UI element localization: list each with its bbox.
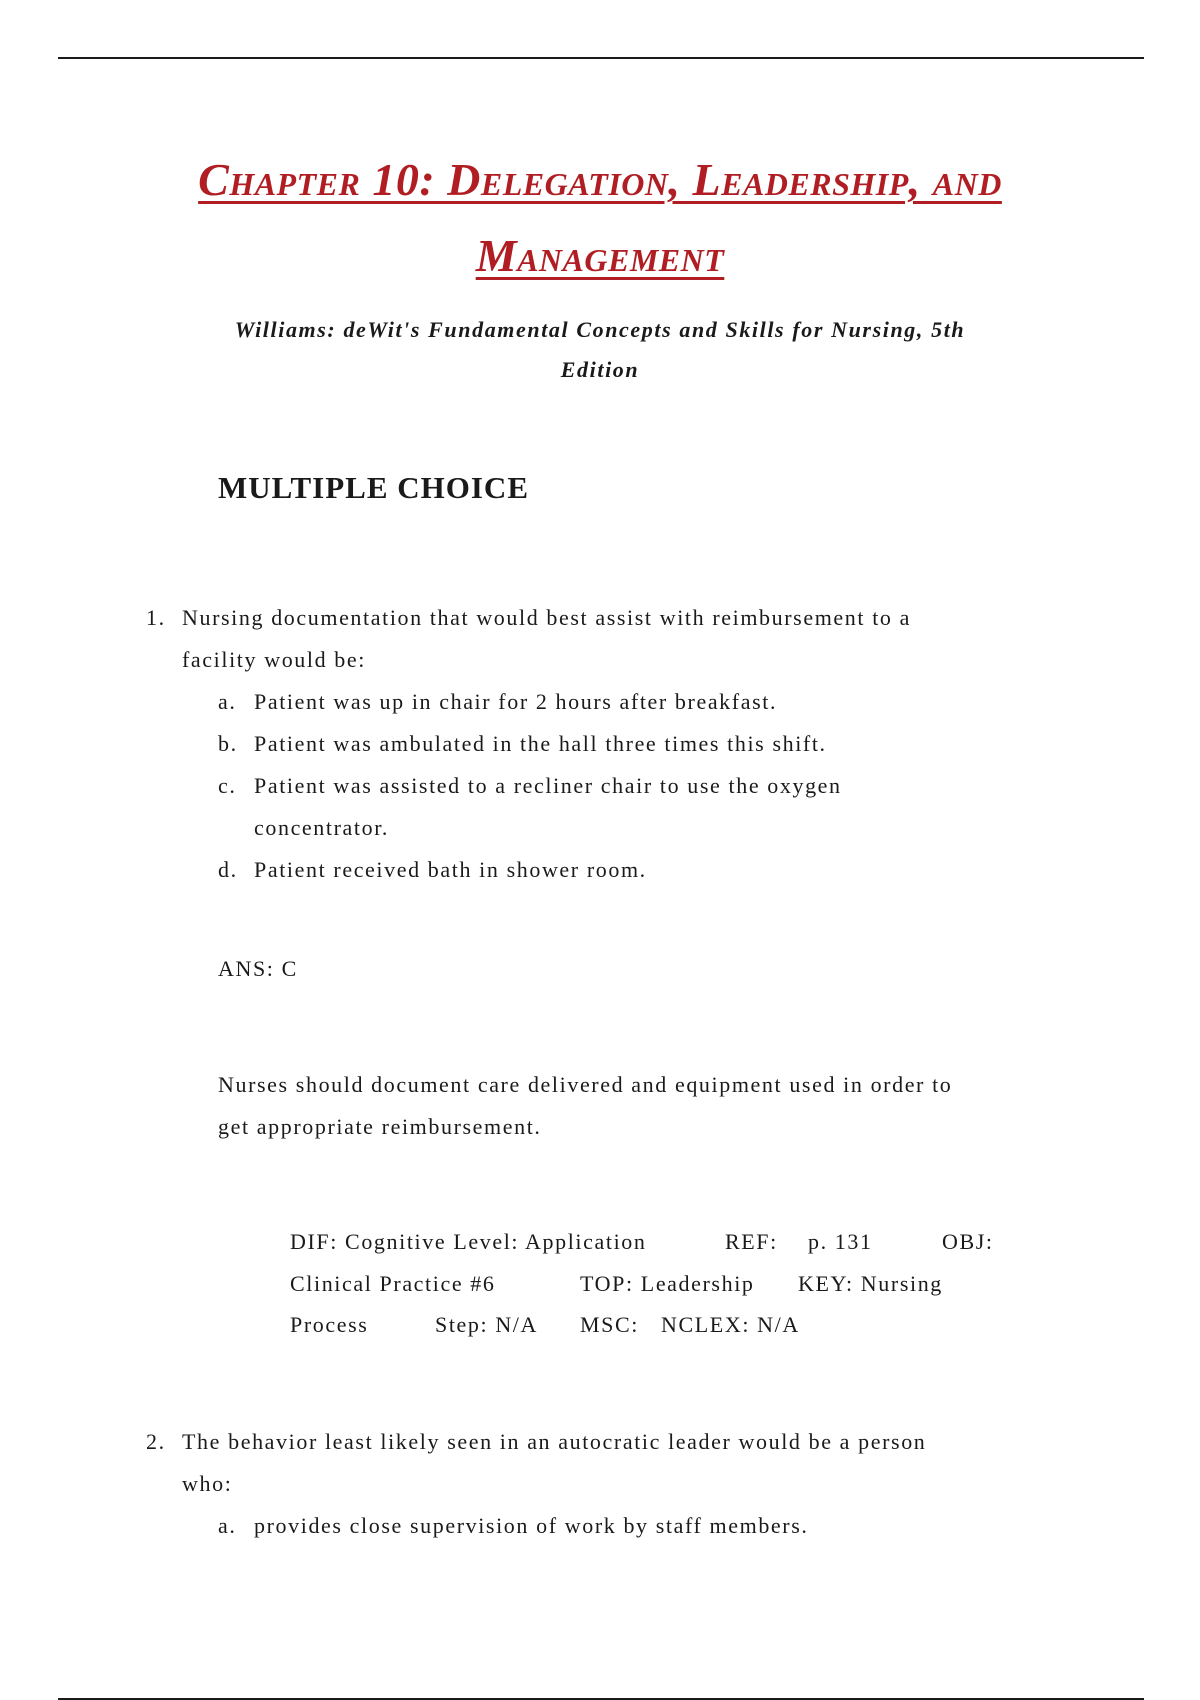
question-number: 1.	[146, 605, 166, 630]
chapter-title-line2: Management	[475, 230, 725, 281]
option-b	[218, 723, 1018, 765]
option-text: Patient received bath in shower room.	[254, 857, 647, 882]
question-stem-line1: Nursing documentation that would best assist with reimbursement to a	[182, 605, 911, 630]
meta-ref-label: REF:	[725, 1229, 778, 1254]
rationale-line1: Nurses should document care delivered and equipment used in order to	[218, 1072, 953, 1097]
question-stem-line2: facility would be:	[182, 647, 366, 672]
option-a	[218, 1505, 1018, 1547]
meta-ref-value: p. 131	[808, 1229, 873, 1254]
top-rule	[58, 57, 1144, 59]
chapter-title-line1: Chapter 10: Delegation, Leadership, and	[198, 154, 1002, 205]
option-letter: b.	[218, 731, 238, 756]
option-text: Patient was up in chair for 2 hours after breakfast.	[254, 689, 778, 714]
question-stem-line1: The behavior least likely seen in an autocratic leader would be a person	[182, 1429, 927, 1454]
option-letter: c.	[218, 773, 237, 798]
question-stem-line2: who:	[182, 1471, 233, 1496]
chapter-title	[100, 142, 1100, 294]
option-letter: d.	[218, 857, 238, 882]
rationale-line2: get appropriate reimbursement.	[218, 1114, 542, 1139]
meta-step: Step: N/A	[435, 1312, 539, 1337]
meta-msc-label: MSC:	[580, 1312, 639, 1337]
meta-top: TOP: Leadership	[580, 1271, 755, 1296]
book-title-line2: Edition	[560, 357, 640, 382]
meta-obj-value: Clinical Practice #6	[290, 1271, 496, 1296]
option-text: provides close supervision of work by staff members.	[254, 1513, 809, 1538]
option-letter: a.	[218, 689, 237, 714]
question-stem	[182, 1421, 1052, 1505]
book-title-line1: Williams: deWit's Fundamental Concepts and Skills for Nursing, 5th	[234, 317, 966, 342]
option-text-line1: Patient was assisted to a recliner chair to use the oxygen	[254, 773, 842, 798]
option-text-line2: concentrator.	[254, 815, 390, 840]
option-a	[218, 681, 1018, 723]
section-heading: MULTIPLE CHOICE	[218, 470, 529, 505]
meta-obj-label: OBJ:	[942, 1229, 994, 1254]
option-letter: a.	[218, 1513, 237, 1538]
option-d	[218, 849, 1018, 891]
question-stem	[182, 597, 1052, 681]
meta-key-label: KEY: Nursing	[798, 1271, 943, 1296]
option-c	[218, 765, 1018, 849]
meta-dif: DIF: Cognitive Level: Application	[290, 1229, 647, 1254]
rationale	[218, 1064, 1078, 1148]
option-text	[254, 765, 1018, 849]
answer-key: ANS: C	[218, 956, 298, 981]
option-text: Patient was ambulated in the hall three times this shift.	[254, 731, 827, 756]
book-title	[150, 310, 1050, 390]
question-number: 2.	[146, 1429, 166, 1454]
meta-key-value: Process	[290, 1312, 369, 1337]
meta-msc-value: NCLEX: N/A	[661, 1312, 800, 1337]
